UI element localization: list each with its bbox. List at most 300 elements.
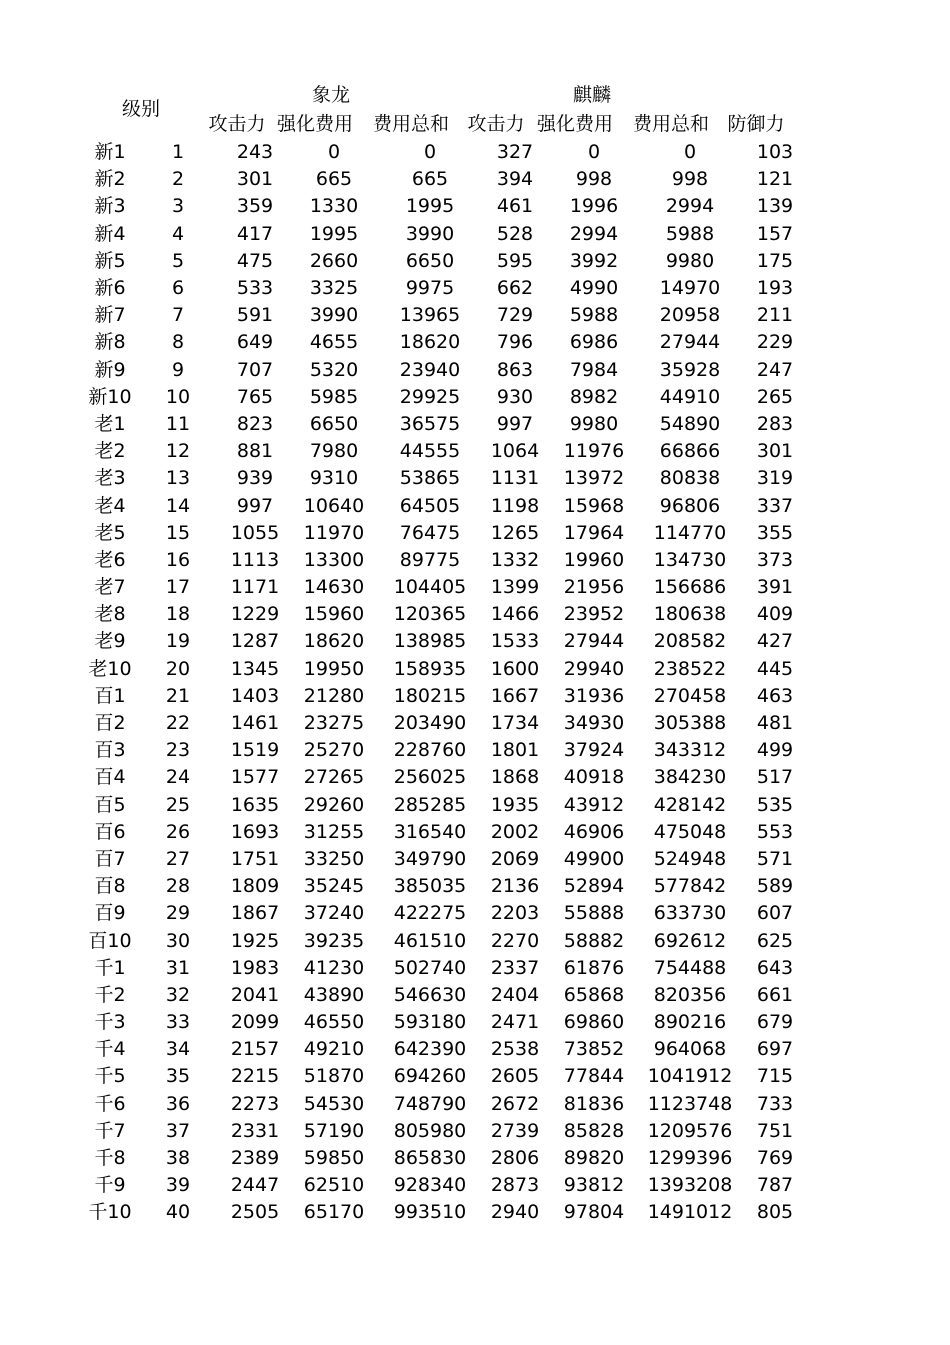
upgrade-cost2-cell: 29940: [563, 657, 625, 680]
total-cost1-cell: 385035: [393, 875, 467, 898]
table-row: [82, 1009, 812, 1036]
total-cost2-cell: 35928: [659, 358, 721, 381]
total-cost2-cell: 428142: [653, 793, 727, 816]
table-body: [82, 139, 812, 1227]
header-level: 级别: [121, 98, 160, 120]
attack1-cell: 475: [236, 249, 274, 272]
total-cost1-cell: 748790: [393, 1092, 467, 1115]
upgrade-cost2-cell: 15968: [563, 494, 625, 517]
upgrade-cost2-cell: 23952: [563, 603, 625, 626]
total-cost1-cell: 18620: [399, 331, 461, 354]
defense-cell: 247: [756, 358, 794, 381]
rank-cell: 新10: [88, 385, 132, 408]
upgrade-cost1-cell: 23275: [303, 712, 365, 735]
header-total-cost-1: 费用总和: [372, 113, 449, 135]
upgrade-cost2-cell: 9980: [569, 412, 619, 435]
defense-cell: 355: [756, 521, 794, 544]
level-cell: 25: [165, 793, 191, 816]
total-cost1-cell: 642390: [393, 1038, 467, 1061]
defense-cell: 229: [756, 331, 794, 354]
attack1-cell: 823: [236, 412, 274, 435]
defense-cell: 463: [756, 684, 794, 707]
upgrade-cost2-cell: 31936: [563, 684, 625, 707]
header-total-cost-2: 费用总和: [632, 113, 709, 135]
total-cost1-cell: 461510: [393, 929, 467, 952]
upgrade-cost2-cell: 43912: [563, 793, 625, 816]
upgrade-cost1-cell: 35245: [303, 875, 365, 898]
defense-cell: 553: [756, 820, 794, 843]
upgrade-cost1-cell: 3990: [309, 304, 359, 327]
table-row: [82, 900, 812, 927]
total-cost1-cell: 6650: [405, 249, 455, 272]
rank-cell: 老3: [94, 467, 126, 490]
level-cell: 11: [165, 412, 191, 435]
total-cost1-cell: 29925: [399, 385, 461, 408]
defense-cell: 535: [756, 793, 794, 816]
upgrade-cost1-cell: 65170: [303, 1201, 365, 1224]
upgrade-cost2-cell: 52894: [563, 875, 625, 898]
defense-cell: 805: [756, 1201, 794, 1224]
total-cost2-cell: 305388: [653, 712, 727, 735]
level-cell: 27: [165, 847, 191, 870]
total-cost2-cell: 1041912: [647, 1065, 733, 1088]
table-row: [82, 465, 812, 492]
total-cost1-cell: 203490: [393, 712, 467, 735]
defense-cell: 409: [756, 603, 794, 626]
total-cost1-cell: 36575: [399, 412, 461, 435]
rank-cell: 新8: [94, 331, 126, 354]
table-row: [82, 492, 812, 519]
defense-cell: 121: [756, 168, 794, 191]
total-cost2-cell: 20958: [659, 304, 721, 327]
total-cost2-cell: 1123748: [647, 1092, 733, 1115]
attack1-cell: 1403: [230, 684, 280, 707]
upgrade-cost1-cell: 5320: [309, 358, 359, 381]
upgrade-cost2-cell: 69860: [563, 1011, 625, 1034]
total-cost2-cell: 66866: [659, 440, 721, 463]
attack2-cell: 2471: [490, 1011, 540, 1034]
level-cell: 5: [171, 249, 185, 272]
rank-cell: 百10: [88, 929, 132, 952]
total-cost2-cell: 80838: [659, 467, 721, 490]
attack2-cell: 2873: [490, 1174, 540, 1197]
attack2-cell: 1935: [490, 793, 540, 816]
total-cost2-cell: 270458: [653, 684, 727, 707]
total-cost2-cell: 27944: [659, 331, 721, 354]
attack2-cell: 1801: [490, 739, 540, 762]
header-attack-2: 攻击力: [467, 113, 525, 135]
attack1-cell: 2099: [230, 1011, 280, 1034]
total-cost1-cell: 13965: [399, 304, 461, 327]
upgrade-cost2-cell: 13972: [563, 467, 625, 490]
defense-cell: 157: [756, 222, 794, 245]
total-cost2-cell: 998: [671, 168, 709, 191]
level-cell: 40: [165, 1201, 191, 1224]
defense-cell: 643: [756, 956, 794, 979]
attack2-cell: 1198: [490, 494, 540, 517]
attack1-cell: 359: [236, 195, 274, 218]
attack1-cell: 2389: [230, 1147, 280, 1170]
rank-cell: 老2: [94, 440, 126, 463]
total-cost2-cell: 577842: [653, 875, 727, 898]
header-upgrade-cost-2: 强化费用: [536, 113, 613, 135]
table-row: [82, 275, 812, 302]
attack2-cell: 394: [496, 168, 534, 191]
upgrade-cost1-cell: 49210: [303, 1038, 365, 1061]
total-cost1-cell: 23940: [399, 358, 461, 381]
table-row: [82, 628, 812, 655]
level-cell: 15: [165, 521, 191, 544]
total-cost1-cell: 665: [411, 168, 449, 191]
total-cost2-cell: 114770: [653, 521, 727, 544]
total-cost1-cell: 64505: [399, 494, 461, 517]
attack2-cell: 595: [496, 249, 534, 272]
rank-cell: 千5: [94, 1065, 126, 1088]
total-cost1-cell: 502740: [393, 956, 467, 979]
upgrade-cost2-cell: 27944: [563, 630, 625, 653]
attack2-cell: 327: [496, 141, 534, 164]
total-cost1-cell: 138985: [393, 630, 467, 653]
total-cost2-cell: 1491012: [647, 1201, 733, 1224]
header-group-xianglong: 象龙: [311, 84, 350, 106]
level-cell: 30: [165, 929, 191, 952]
total-cost1-cell: 928340: [393, 1174, 467, 1197]
attack2-cell: 662: [496, 277, 534, 300]
upgrade-cost1-cell: 1995: [309, 222, 359, 245]
table-row: [82, 357, 812, 384]
rank-cell: 千4: [94, 1038, 126, 1061]
attack1-cell: 2505: [230, 1201, 280, 1224]
level-cell: 16: [165, 548, 191, 571]
attack1-cell: 1287: [230, 630, 280, 653]
attack1-cell: 1751: [230, 847, 280, 870]
total-cost2-cell: 524948: [653, 847, 727, 870]
level-cell: 31: [165, 956, 191, 979]
upgrade-cost1-cell: 39235: [303, 929, 365, 952]
attack2-cell: 2203: [490, 902, 540, 925]
table-row: [82, 1091, 812, 1118]
upgrade-cost2-cell: 93812: [563, 1174, 625, 1197]
attack1-cell: 1519: [230, 739, 280, 762]
upgrade-cost1-cell: 2660: [309, 249, 359, 272]
level-cell: 34: [165, 1038, 191, 1061]
table-row: [82, 438, 812, 465]
rank-cell: 新4: [94, 222, 126, 245]
total-cost2-cell: 5988: [665, 222, 715, 245]
total-cost2-cell: 964068: [653, 1038, 727, 1061]
attack2-cell: 997: [496, 412, 534, 435]
upgrade-cost2-cell: 89820: [563, 1147, 625, 1170]
table-row: [82, 302, 812, 329]
attack1-cell: 1925: [230, 929, 280, 952]
table-row: [82, 193, 812, 220]
total-cost2-cell: 1393208: [647, 1174, 733, 1197]
rank-cell: 老8: [94, 603, 126, 626]
upgrade-cost2-cell: 2994: [569, 222, 619, 245]
rank-cell: 新2: [94, 168, 126, 191]
level-cell: 33: [165, 1011, 191, 1034]
table-row: [82, 329, 812, 356]
attack2-cell: 2270: [490, 929, 540, 952]
defense-cell: 139: [756, 195, 794, 218]
attack2-cell: 1600: [490, 657, 540, 680]
attack1-cell: 1867: [230, 902, 280, 925]
upgrade-cost2-cell: 40918: [563, 766, 625, 789]
upgrade-cost2-cell: 46906: [563, 820, 625, 843]
attack2-cell: 2806: [490, 1147, 540, 1170]
upgrade-cost1-cell: 33250: [303, 847, 365, 870]
upgrade-cost1-cell: 10640: [303, 494, 365, 517]
rank-cell: 千10: [88, 1201, 132, 1224]
attack1-cell: 649: [236, 331, 274, 354]
total-cost1-cell: 316540: [393, 820, 467, 843]
attack1-cell: 2331: [230, 1119, 280, 1142]
rank-cell: 百3: [94, 739, 126, 762]
defense-cell: 787: [756, 1174, 794, 1197]
level-cell: 29: [165, 902, 191, 925]
table-row: [82, 248, 812, 275]
total-cost2-cell: 475048: [653, 820, 727, 843]
total-cost1-cell: 89775: [399, 548, 461, 571]
upgrade-cost1-cell: 18620: [303, 630, 365, 653]
upgrade-table: [82, 139, 812, 1227]
attack1-cell: 707: [236, 358, 274, 381]
attack2-cell: 1667: [490, 684, 540, 707]
attack1-cell: 1461: [230, 712, 280, 735]
table-row: [82, 927, 812, 954]
level-cell: 1: [171, 141, 185, 164]
total-cost2-cell: 820356: [653, 983, 727, 1006]
upgrade-cost1-cell: 54530: [303, 1092, 365, 1115]
level-cell: 13: [165, 467, 191, 490]
total-cost1-cell: 180215: [393, 684, 467, 707]
upgrade-cost2-cell: 3992: [569, 249, 619, 272]
upgrade-cost2-cell: 65868: [563, 983, 625, 1006]
defense-cell: 211: [756, 304, 794, 327]
attack1-cell: 939: [236, 467, 274, 490]
level-cell: 20: [165, 657, 191, 680]
attack1-cell: 881: [236, 440, 274, 463]
rank-cell: 新3: [94, 195, 126, 218]
upgrade-cost1-cell: 21280: [303, 684, 365, 707]
total-cost2-cell: 2994: [665, 195, 715, 218]
level-cell: 7: [171, 304, 185, 327]
level-cell: 18: [165, 603, 191, 626]
total-cost1-cell: 0: [423, 141, 437, 164]
rank-cell: 千6: [94, 1092, 126, 1115]
table-row: [82, 846, 812, 873]
attack2-cell: 1868: [490, 766, 540, 789]
table-row: [82, 819, 812, 846]
total-cost2-cell: 633730: [653, 902, 727, 925]
table-row: [82, 601, 812, 628]
upgrade-cost1-cell: 3325: [309, 277, 359, 300]
upgrade-cost2-cell: 11976: [563, 440, 625, 463]
attack2-cell: 2069: [490, 847, 540, 870]
defense-cell: 661: [756, 983, 794, 1006]
upgrade-cost2-cell: 1996: [569, 195, 619, 218]
defense-cell: 193: [756, 277, 794, 300]
attack2-cell: 1533: [490, 630, 540, 653]
total-cost1-cell: 44555: [399, 440, 461, 463]
total-cost1-cell: 546630: [393, 983, 467, 1006]
rank-cell: 千7: [94, 1119, 126, 1142]
defense-cell: 769: [756, 1147, 794, 1170]
level-cell: 14: [165, 494, 191, 517]
total-cost2-cell: 96806: [659, 494, 721, 517]
upgrade-cost2-cell: 49900: [563, 847, 625, 870]
attack2-cell: 2404: [490, 983, 540, 1006]
defense-cell: 625: [756, 929, 794, 952]
attack1-cell: 417: [236, 222, 274, 245]
attack1-cell: 591: [236, 304, 274, 327]
rank-cell: 老6: [94, 548, 126, 571]
level-cell: 19: [165, 630, 191, 653]
rank-cell: 千9: [94, 1174, 126, 1197]
upgrade-cost1-cell: 29260: [303, 793, 365, 816]
level-cell: 4: [171, 222, 185, 245]
attack1-cell: 1809: [230, 875, 280, 898]
total-cost1-cell: 76475: [399, 521, 461, 544]
total-cost2-cell: 134730: [653, 548, 727, 571]
total-cost1-cell: 104405: [393, 576, 467, 599]
upgrade-cost1-cell: 46550: [303, 1011, 365, 1034]
rank-cell: 百2: [94, 712, 126, 735]
level-cell: 17: [165, 576, 191, 599]
rank-cell: 老7: [94, 576, 126, 599]
level-cell: 28: [165, 875, 191, 898]
attack2-cell: 2002: [490, 820, 540, 843]
attack2-cell: 528: [496, 222, 534, 245]
upgrade-cost1-cell: 6650: [309, 412, 359, 435]
attack1-cell: 1171: [230, 576, 280, 599]
upgrade-cost2-cell: 97804: [563, 1201, 625, 1224]
total-cost1-cell: 285285: [393, 793, 467, 816]
upgrade-cost1-cell: 31255: [303, 820, 365, 843]
total-cost2-cell: 384230: [653, 766, 727, 789]
rank-cell: 老10: [88, 657, 132, 680]
header-upgrade-cost-1: 强化费用: [276, 113, 353, 135]
table-row: [82, 955, 812, 982]
upgrade-cost1-cell: 27265: [303, 766, 365, 789]
level-cell: 24: [165, 766, 191, 789]
rank-cell: 新6: [94, 277, 126, 300]
total-cost1-cell: 805980: [393, 1119, 467, 1142]
header-group-qilin: 麒麟: [572, 84, 611, 106]
rank-cell: 千8: [94, 1147, 126, 1170]
total-cost1-cell: 9975: [405, 277, 455, 300]
defense-cell: 301: [756, 440, 794, 463]
upgrade-cost1-cell: 37240: [303, 902, 365, 925]
header-defense: 防御力: [727, 113, 785, 135]
defense-cell: 481: [756, 712, 794, 735]
level-cell: 3: [171, 195, 185, 218]
rank-cell: 百6: [94, 820, 126, 843]
total-cost1-cell: 593180: [393, 1011, 467, 1034]
level-cell: 26: [165, 820, 191, 843]
table-row: [82, 1036, 812, 1063]
total-cost2-cell: 754488: [653, 956, 727, 979]
table-row: [82, 1118, 812, 1145]
upgrade-cost1-cell: 0: [327, 141, 341, 164]
defense-cell: 715: [756, 1065, 794, 1088]
total-cost2-cell: 14970: [659, 277, 721, 300]
total-cost2-cell: 238522: [653, 657, 727, 680]
upgrade-cost1-cell: 4655: [309, 331, 359, 354]
upgrade-cost1-cell: 15960: [303, 603, 365, 626]
rank-cell: 新7: [94, 304, 126, 327]
defense-cell: 175: [756, 249, 794, 272]
attack2-cell: 2538: [490, 1038, 540, 1061]
rank-cell: 百9: [94, 902, 126, 925]
defense-cell: 373: [756, 548, 794, 571]
rank-cell: 新5: [94, 249, 126, 272]
upgrade-cost2-cell: 77844: [563, 1065, 625, 1088]
level-cell: 10: [165, 385, 191, 408]
defense-cell: 427: [756, 630, 794, 653]
defense-cell: 283: [756, 412, 794, 435]
attack2-cell: 2136: [490, 875, 540, 898]
upgrade-cost1-cell: 665: [315, 168, 353, 191]
rank-cell: 老1: [94, 412, 126, 435]
table-row: [82, 1172, 812, 1199]
table-row: [82, 166, 812, 193]
attack1-cell: 243: [236, 141, 274, 164]
upgrade-cost2-cell: 55888: [563, 902, 625, 925]
rank-cell: 百1: [94, 684, 126, 707]
upgrade-cost2-cell: 0: [587, 141, 601, 164]
defense-cell: 589: [756, 875, 794, 898]
upgrade-cost2-cell: 58882: [563, 929, 625, 952]
attack2-cell: 2940: [490, 1201, 540, 1224]
table-row: [82, 221, 812, 248]
upgrade-cost1-cell: 59850: [303, 1147, 365, 1170]
level-cell: 2: [171, 168, 185, 191]
attack1-cell: 533: [236, 277, 274, 300]
rank-cell: 新9: [94, 358, 126, 381]
defense-cell: 319: [756, 467, 794, 490]
total-cost1-cell: 158935: [393, 657, 467, 680]
level-cell: 32: [165, 983, 191, 1006]
upgrade-cost2-cell: 5988: [569, 304, 619, 327]
total-cost2-cell: 1299396: [647, 1147, 733, 1170]
level-cell: 12: [165, 440, 191, 463]
upgrade-cost1-cell: 11970: [303, 521, 365, 544]
attack2-cell: 1064: [490, 440, 540, 463]
defense-cell: 499: [756, 739, 794, 762]
attack1-cell: 2157: [230, 1038, 280, 1061]
attack1-cell: 765: [236, 385, 274, 408]
attack1-cell: 1693: [230, 820, 280, 843]
table-row: [82, 1145, 812, 1172]
level-cell: 9: [171, 358, 185, 381]
rank-cell: 百5: [94, 793, 126, 816]
attack1-cell: 2447: [230, 1174, 280, 1197]
upgrade-cost1-cell: 1330: [309, 195, 359, 218]
attack2-cell: 796: [496, 331, 534, 354]
rank-cell: 千3: [94, 1011, 126, 1034]
level-cell: 36: [165, 1092, 191, 1115]
level-cell: 35: [165, 1065, 191, 1088]
table-row: [82, 1199, 812, 1226]
attack1-cell: 1345: [230, 657, 280, 680]
attack1-cell: 1577: [230, 766, 280, 789]
rank-cell: 千1: [94, 956, 126, 979]
attack2-cell: 729: [496, 304, 534, 327]
total-cost1-cell: 694260: [393, 1065, 467, 1088]
total-cost1-cell: 256025: [393, 766, 467, 789]
total-cost1-cell: 120365: [393, 603, 467, 626]
